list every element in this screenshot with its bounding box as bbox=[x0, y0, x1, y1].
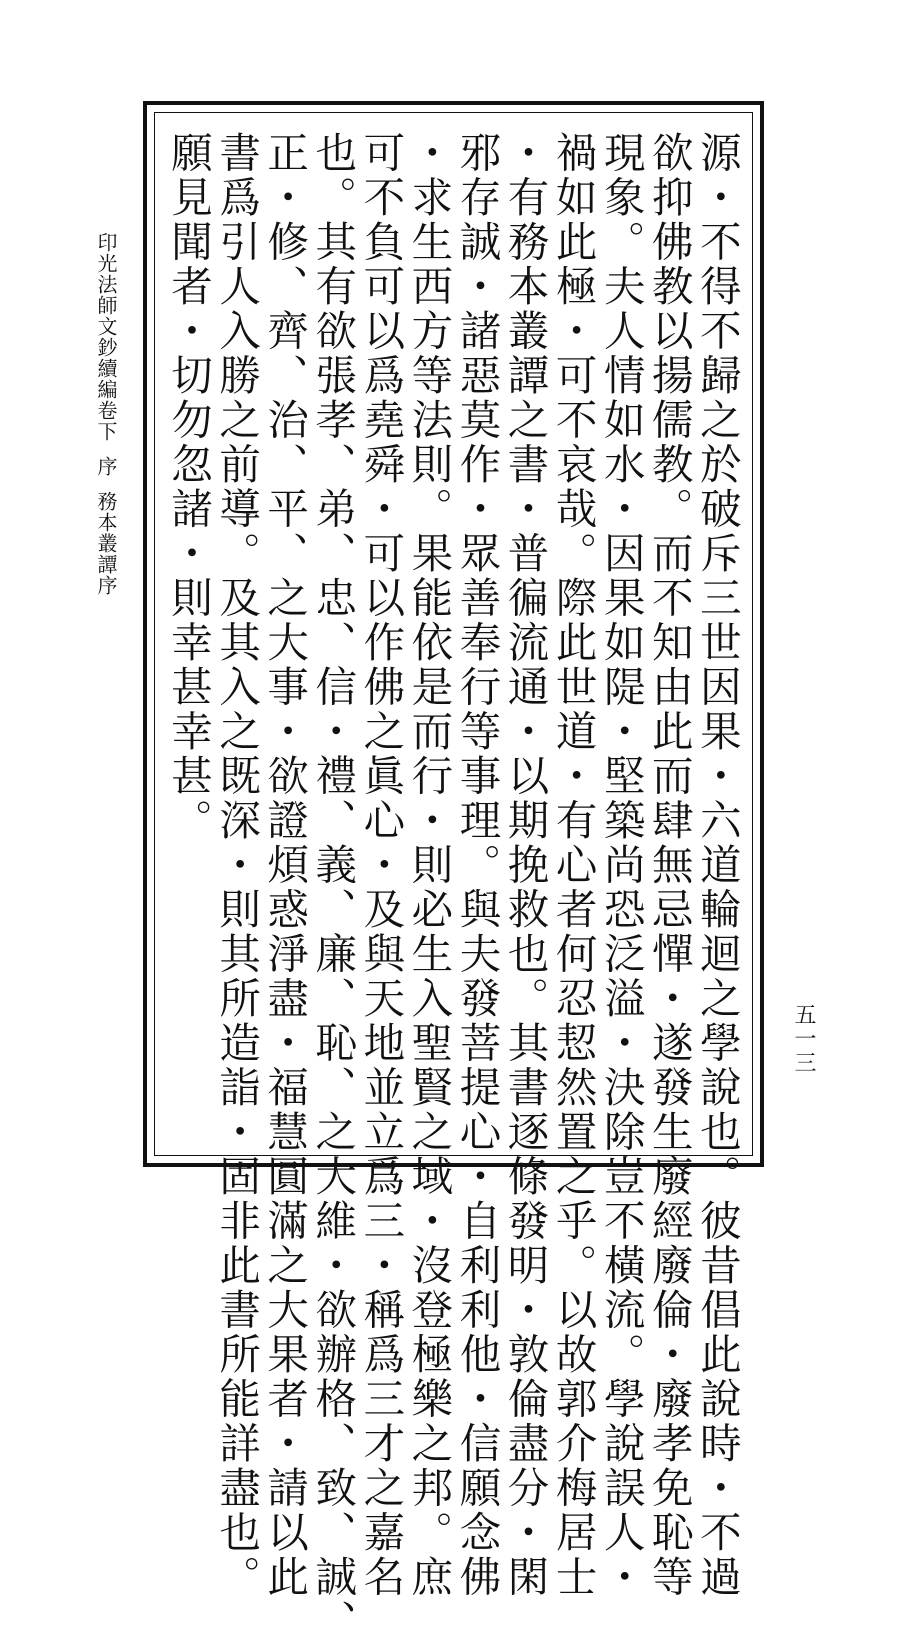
section-label: 序 bbox=[94, 456, 118, 477]
book-title: 印光法師文鈔續編卷下 bbox=[94, 232, 118, 442]
page-number: 五一三 bbox=[791, 1003, 816, 1075]
text-column: 邪存誠・諸惡莫作・眾善奉行等事理。與夫發菩提心・自利利他・信願念佛 bbox=[452, 131, 502, 1600]
body-text bbox=[164, 131, 742, 1644]
running-head bbox=[92, 232, 121, 596]
text-column: 願見聞者・切勿忽諸・則幸甚幸甚。 bbox=[164, 131, 213, 843]
article-title: 務本叢譚序 bbox=[94, 491, 118, 596]
page-border-inner bbox=[154, 112, 753, 1644]
text-column: ・有務本叢譚之書・普徧流通・以期挽救也。其書逐條發明・敦倫盡分・閑 bbox=[500, 131, 550, 1600]
text-column: 正・修、齊、治、平、之大事・欲證煩惑淨盡・福慧圓滿之大果者・請以此 bbox=[260, 131, 310, 1600]
page-border-outer bbox=[143, 101, 764, 1644]
text-column: ・求生西方等法則。果能依是而行・則必生入聖賢之域・沒登極樂之邦。庶 bbox=[404, 131, 454, 1600]
text-column: 也。其有欲張孝、弟、忠、信・禮、義、廉、恥、之大維・欲辦格、致、誠、 bbox=[308, 131, 358, 1644]
text-column: 禍如此極・可不哀哉。際此世道・有心者何忍恝然置之乎。以故郭介梅居士 bbox=[548, 131, 598, 1600]
text-column: 源・不得不歸之於破斥三世因果・六道輪迴之學說也。彼昔倡此說時・不過 bbox=[692, 131, 742, 1600]
text-column: 書爲引人入勝之前導。及其入之既深・則其所造詣・固非此書所能詳盡也。 bbox=[212, 131, 262, 1600]
text-column: 可不負可以爲堯舜・可以作佛之眞心・及與天地並立爲三・稱爲三才之嘉名 bbox=[356, 131, 406, 1600]
text-column: 現象。夫人情如水・因果如隄・堅築尚恐泛溢・決除豈不橫流。學說誤人・ bbox=[596, 131, 646, 1600]
text-column: 欲抑佛教以揚儒教。而不知由此而肆無忌憚・遂發生廢經廢倫・廢孝免恥等 bbox=[644, 131, 694, 1600]
